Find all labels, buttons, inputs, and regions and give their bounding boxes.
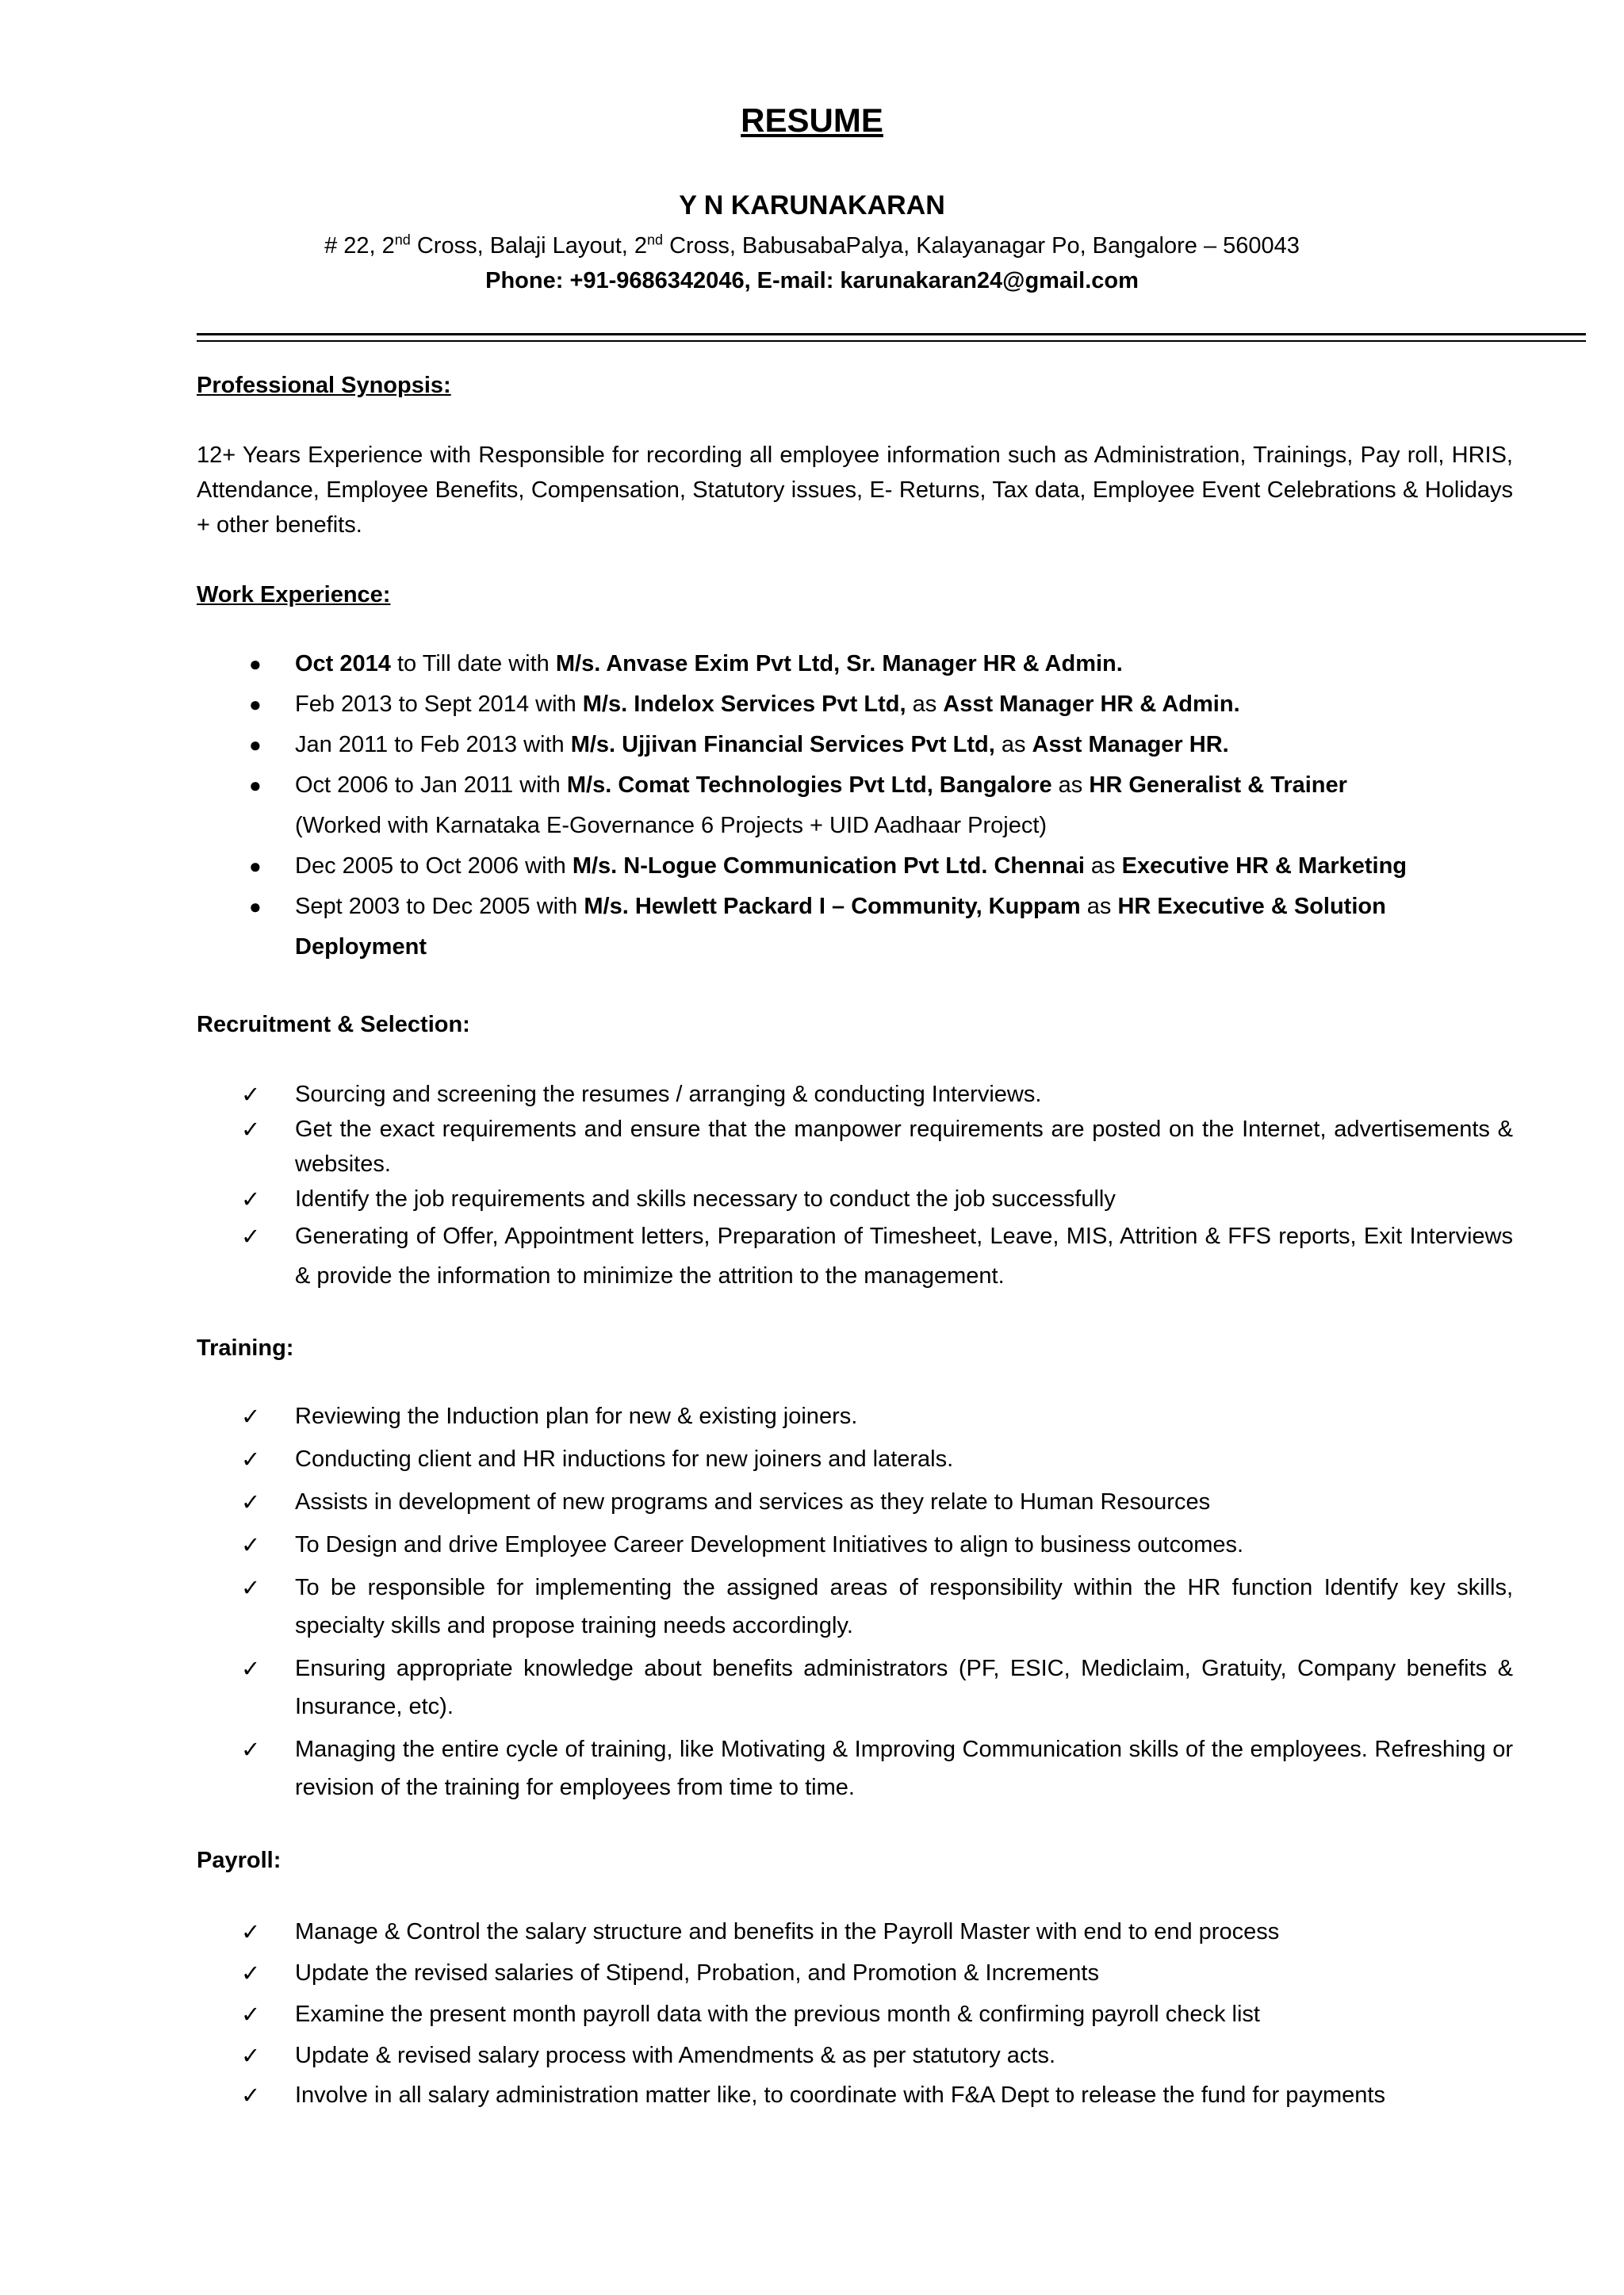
list-item: ✓ Reviewing the Induction plan for new & existing joiners. bbox=[197, 1397, 1513, 1435]
check-icon: ✓ bbox=[241, 1223, 261, 1250]
resume-body bbox=[197, 368, 1513, 2116]
recruitment-list bbox=[197, 1077, 1513, 1296]
check-icon: ✓ bbox=[241, 1081, 261, 1108]
bullet-icon: ● bbox=[249, 733, 262, 757]
synopsis-heading: Professional Synopsis: bbox=[197, 373, 451, 398]
experience-item: ● Jan 2011 to Feb 2013 with M/s. Ujjivan Financial Services Pvt Ltd, as Asst Manager HR. bbox=[197, 725, 1513, 765]
check-icon: ✓ bbox=[241, 1403, 261, 1430]
check-icon: ✓ bbox=[241, 1960, 261, 1987]
list-item: ✓ Update & revised salary process with Amendments & as per statutory acts. bbox=[197, 2036, 1513, 2075]
bullet-icon: ● bbox=[249, 854, 262, 878]
list-item: ✓ Get the exact requirements and ensure that the manpower requirements are posted on the Internet, advertisements & websites. bbox=[197, 1112, 1513, 1182]
list-item: ✓ To be responsible for implementing the assigned areas of responsibility within the HR function Identify key skills, specialty skills and propose training needs accordingly. bbox=[197, 1569, 1513, 1645]
document-title: RESUME bbox=[741, 102, 883, 139]
synopsis-text: 12+ Years Experience with Responsible for recording all employee information such as Administration, Trainings, Pay roll, HRIS, Attendance, Employee Benefits, Compensation, Statutory issues, E- Returns, Tax data, Employee Event Celebrations & Holidays + other benefits. bbox=[197, 443, 1513, 538]
list-item: ✓ Assists in development of new programs and services as they relate to Human Resources bbox=[197, 1483, 1513, 1521]
payroll-heading: Payroll: bbox=[197, 1848, 282, 1873]
list-item: ✓ Involve in all salary administration matter like, to coordinate with F&A Dept to release the fund for payments bbox=[197, 2078, 1513, 2113]
header-divider-thin bbox=[197, 340, 1586, 342]
recruitment-heading: Recruitment & Selection: bbox=[197, 1012, 470, 1037]
list-item: ✓ Managing the entire cycle of training, like Motivating & Improving Communication skills of the employees. Refreshing or revision of the training for employees from time to time. bbox=[197, 1730, 1513, 1806]
address-line: # 22, 2nd Cross, Balaji Layout, 2nd Cross, BabusabaPalya, Kalayanagar Po, Bangalore – 560043 bbox=[324, 232, 1300, 259]
check-icon: ✓ bbox=[241, 2001, 261, 2028]
check-icon: ✓ bbox=[241, 2042, 261, 2069]
check-icon: ✓ bbox=[241, 1574, 261, 1601]
payroll-list bbox=[197, 1913, 1513, 2113]
list-item: ✓ Generating of Offer, Appointment letters, Preparation of Timesheet, Leave, MIS, Attrition & FFS reports, Exit Interviews & provide the information to minimize the attrition to the management. bbox=[197, 1216, 1513, 1296]
list-item: ✓ To Design and drive Employee Career Development Initiatives to align to business outcomes. bbox=[197, 1526, 1513, 1564]
candidate-name: Y N KARUNAKARAN bbox=[679, 190, 945, 220]
check-icon: ✓ bbox=[241, 1736, 261, 1763]
experience-item: ● Feb 2013 to Sept 2014 with M/s. Indelox Services Pvt Ltd, as Asst Manager HR & Admin. bbox=[197, 684, 1513, 725]
check-icon: ✓ bbox=[241, 1488, 261, 1515]
check-icon: ✓ bbox=[241, 1655, 261, 1682]
check-icon: ✓ bbox=[241, 1531, 261, 1558]
check-icon: ✓ bbox=[241, 1446, 261, 1473]
list-item: ✓ Update the revised salaries of Stipend, Probation, and Promotion & Increments bbox=[197, 1954, 1513, 1992]
experience-item: ● Dec 2005 to Oct 2006 with M/s. N-Logue Communication Pvt Ltd. Chennai as Executive HR & Marketing bbox=[197, 846, 1513, 887]
training-heading: Training: bbox=[197, 1335, 294, 1361]
check-icon: ✓ bbox=[241, 1186, 261, 1213]
experience-list bbox=[197, 644, 1513, 967]
check-icon: ✓ bbox=[241, 1918, 261, 1945]
bullet-icon: ● bbox=[249, 895, 262, 918]
training-list bbox=[197, 1397, 1513, 1806]
experience-note: (Worked with Karnataka E-Governance 6 Projects + UID Aadhaar Project) bbox=[295, 813, 1048, 838]
experience-item: ● Oct 2006 to Jan 2011 with M/s. Comat Technologies Pvt Ltd, Bangalore as HR Generalist & Trainer (Worked with Karnataka E-Governance 6 Projects + UID Aadhaar Project) bbox=[197, 765, 1513, 846]
list-item: ✓ Ensuring appropriate knowledge about benefits administrators (PF, ESIC, Mediclaim, Gratuity, Company benefits & Insurance, etc). bbox=[197, 1649, 1513, 1726]
list-item: ✓ Manage & Control the salary structure and benefits in the Payroll Master with end to end process bbox=[197, 1913, 1513, 1951]
check-icon: ✓ bbox=[241, 2082, 261, 2109]
list-item: ✓ Sourcing and screening the resumes / arranging & conducting Interviews. bbox=[197, 1077, 1513, 1112]
bullet-icon: ● bbox=[249, 652, 262, 676]
list-item: ✓ Examine the present month payroll data with the previous month & confirming payroll check list bbox=[197, 1995, 1513, 2033]
experience-heading: Work Experience: bbox=[197, 582, 391, 607]
header-divider bbox=[197, 333, 1586, 335]
experience-item: ● Sept 2003 to Dec 2005 with M/s. Hewlett Packard I – Community, Kuppam as HR Executive & Solution Deployment bbox=[197, 887, 1513, 967]
check-icon: ✓ bbox=[241, 1116, 261, 1143]
bullet-icon: ● bbox=[249, 692, 262, 716]
experience-item: ● Oct 2014 to Till date with M/s. Anvase Exim Pvt Ltd, Sr. Manager HR & Admin. bbox=[197, 644, 1513, 684]
bullet-icon: ● bbox=[249, 773, 262, 797]
list-item: ✓ Conducting client and HR inductions for new joiners and laterals. bbox=[197, 1440, 1513, 1478]
list-item: ✓ Identify the job requirements and skills necessary to conduct the job successfully bbox=[197, 1182, 1513, 1216]
contact-line: Phone: +91-9686342046, E-mail: karunakaran24@gmail.com bbox=[485, 268, 1139, 293]
